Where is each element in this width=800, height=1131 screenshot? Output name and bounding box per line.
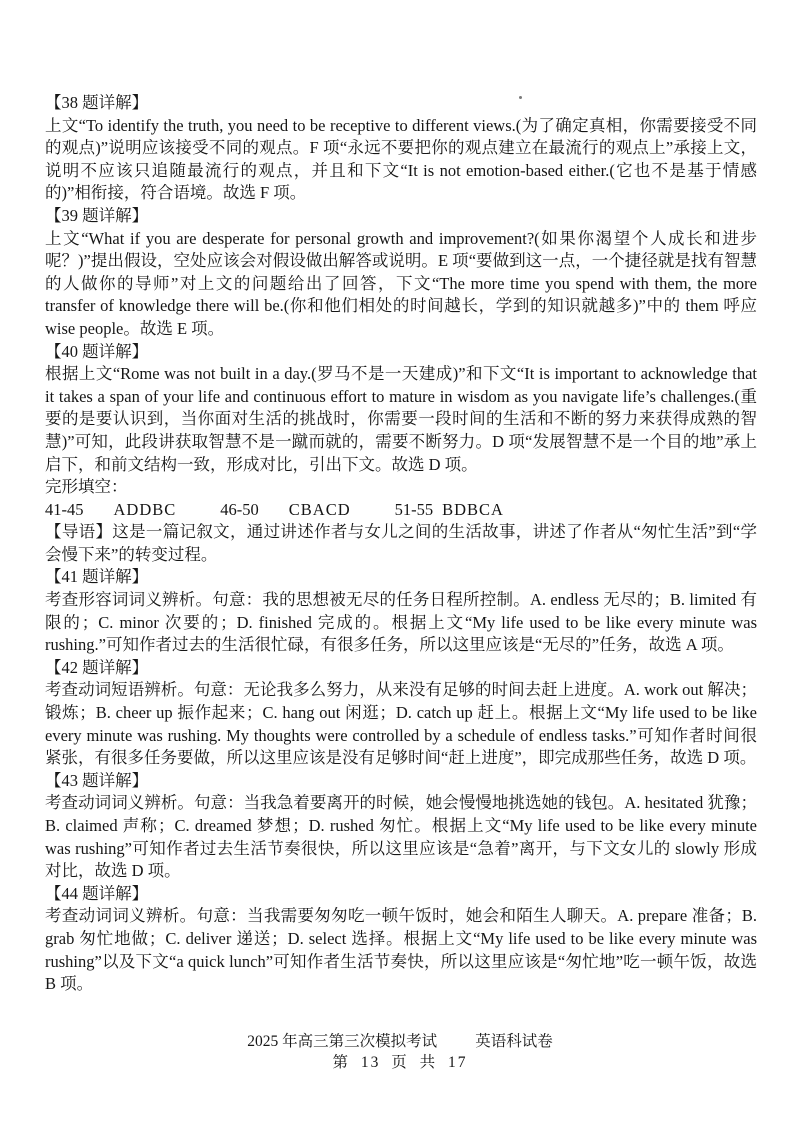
answer-section-44 xyxy=(45,883,757,996)
answer-section-40 xyxy=(45,341,757,477)
answer-section-43 xyxy=(45,770,757,883)
answer-section-39 xyxy=(45,205,757,341)
section-body-44: 考查动词词义辨析。句意：当我需要匆匆吃一顿午饭时，她会和陌生人聊天。A. prepare 准备；B. grab 匆忙地做；C. deliver 递送；D. select 选择。根据上文“My life used to be like every minute was rushing”以及下文“a quick lunch”可知作者生活节奏快，所以这里应该是“匆忙地”吃一顿午饭，故选 B 项。 xyxy=(45,906,757,994)
answer-range: 41-45 xyxy=(45,499,84,519)
section-body-42: 考查动词短语辨析。句意：无论我多么努力，从来没有足够的时间去赶上进度。A. work out 解决；锻炼；B. cheer up 振作起来；C. hang out 闲逛；D. catch up 赶上。根据上文“My life used to be like every minute was rushing. My thoughts were controlled by a schedule of endless tasks.”可知作者时间很紧张，有很多任务要做，所以这里应该是没有足够时间“赶上进度”，即完成那些任务，故选 D 项。 xyxy=(45,680,757,768)
section-heading-38: 【38 题详解】 xyxy=(45,93,149,112)
answer-range: 46-50 xyxy=(220,499,259,519)
footer-paper-title: 英语科试卷 xyxy=(475,1033,553,1050)
section-heading-40: 【40 题详解】 xyxy=(45,341,149,361)
section-heading-44: 【44 题详解】 xyxy=(45,883,149,903)
answer-letters: ADDBC xyxy=(113,499,177,519)
section-body-43: 考查动词词义辨析。句意：当我急着要离开的时候，她会慢慢地挑选她的钱包。A. hesitated 犹豫；B. claimed 声称；C. dreamed 梦想；D. rushed 匆忙。根据上文“My life used to be like every minute was rushing”可知作者过去生活节奏很快，所以这里应该是“急着”离开，与下文女儿的 slowly 形成对比，故选 D 项。 xyxy=(45,793,757,881)
section-heading-39: 【39 题详解】 xyxy=(45,205,149,225)
answer-letters: CBACD xyxy=(288,499,351,519)
answer-section-41 xyxy=(45,566,757,656)
answer-section-38 xyxy=(45,92,757,205)
footer-page-number: 第 13 页 共 17 xyxy=(332,1054,468,1071)
answer-explanations xyxy=(45,92,757,996)
answer-group-51-55 xyxy=(395,499,504,522)
answer-group-41-45 xyxy=(45,499,176,522)
page-footer xyxy=(0,1031,800,1073)
answer-section-42 xyxy=(45,657,757,770)
section-body-39: 上文“What if you are desperate for personal growth and improvement?(如果你渴望个人成长和进步呢？)”提出假设，空处应该会对假设做出解答或说明。E 项“要做到这一点，一个捷径就是找有智慧的人做你的导师”对上文的问题给出了回答，下文“The more time you spend with them, the more transfer of knowledge there will be.(你和他们相处的时间越长，学到的知识就越多)”中的 them 呼应 wise people。故选 E 项。 xyxy=(45,228,757,338)
answer-group-46-50 xyxy=(220,499,350,522)
section-heading-43: 【43 题详解】 xyxy=(45,770,149,790)
answer-range: 51-55 xyxy=(394,499,434,519)
section-body-38: 上文“To identify the truth, you need to be receptive to different views.(为了确定真相，你需要接受不同的观点)”说明应该接受不同的观点。F 项“永远不要把你的观点建立在最流行的观点上”承接上文，说明不应该只追随最流行的观点，并且和下文“It is not emotion-based either.(它也不是基于情感的)”相衔接，符合语境。故选 F 项。 xyxy=(45,115,757,203)
cloze-answers-row xyxy=(45,499,757,522)
cloze-intro: 【导语】这是一篇记叙文，通过讲述作者与女儿之间的生活故事，讲述了作者从“匆忙生活”到“学会慢下来”的转变过程。 xyxy=(45,522,757,564)
cloze-section-label: 完形填空： xyxy=(45,477,128,497)
section-heading-42: 【42 题详解】 xyxy=(45,657,149,677)
footer-title-line xyxy=(0,1031,800,1052)
answer-letters: BDBCA xyxy=(442,499,504,519)
footer-exam-title: 2025 年高三第三次模拟考试 xyxy=(247,1033,438,1050)
section-body-40: 根据上文“Rome was not built in a day.(罗马不是一天建成)”和下文“It is important to acknowledge that it takes a span of your life and continuous effort to mature in wisdom as you navigate life’s challenges.(重要的是要认识到，当你面对生活的挑战时，你需要一段时间的生活和不断的努力来获得成熟的智慧)”可知，此段讲获取智慧不是一蹴而就的，需要不断努力。D 项“发展智慧不是一个目的地”承上启下，和前文结构一致，形成对比，引出下文。故选 D 项。 xyxy=(45,364,757,474)
section-heading-41: 【41 题详解】 xyxy=(45,567,149,587)
section-body-41: 考查形容词词义辨析。句意：我的思想被无尽的任务日程所控制。A. endless 无尽的；B. limited 有限的；C. minor 次要的；D. finished 完成的。根据上文“My life used to be like every minute was rushing.”可知作者过去的生活很忙碌，有很多任务，所以这里应该是“无尽的”任务，故选 A 项。 xyxy=(45,590,757,655)
